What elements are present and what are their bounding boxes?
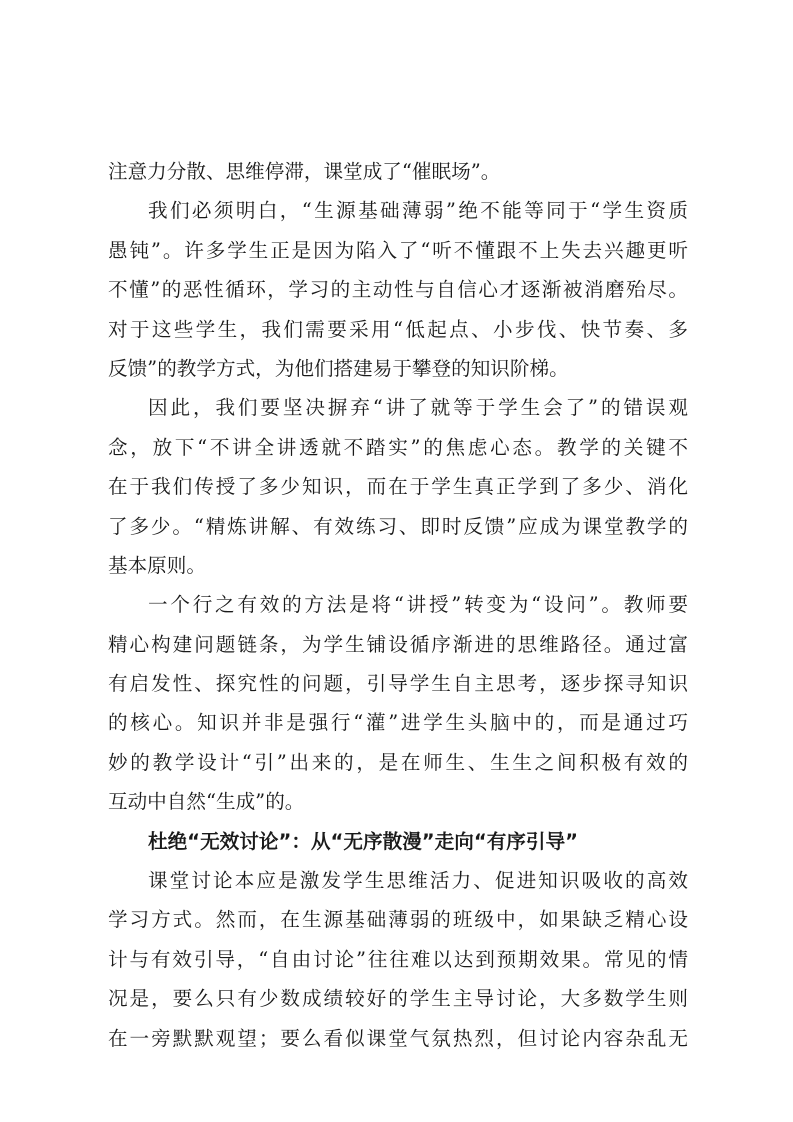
paragraph-line: 对于这些学生，我们需要采用“低起点、小步伐、快节奏、多 [108, 317, 688, 341]
paragraph-line: 基本原则。 [108, 553, 206, 577]
paragraph-line: 精心构建问题链条，为学生铺设循序渐进的思维路径。通过富 [108, 632, 688, 656]
paragraph-line: 学习方式。然而，在生源基础薄弱的班级中，如果缺乏精心设 [108, 908, 688, 932]
document-body [108, 152, 688, 1058]
section-heading: 杜绝“无效讨论”：从“无序散漫”走向“有序引导” [148, 829, 578, 853]
paragraph-line: 了多少。“精炼讲解、有效练习、即时反馈”应成为课堂教学的 [108, 514, 688, 538]
paragraph-line: 一个行之有效的方法是将“讲授”转变为“设问”。教师要 [148, 593, 688, 617]
paragraph-line: 不懂”的恶性循环，学习的主动性与自信心才逐渐被消磨殆尽。 [108, 278, 688, 302]
paragraph-line: 有启发性、探究性的问题，引导学生自主思考，逐步探寻知识 [108, 672, 688, 696]
paragraph-line: 课堂讨论本应是激发学生思维活力、促进知识吸收的高效 [148, 869, 688, 893]
paragraph-line: 在一旁默默观望；要么看似课堂气氛热烈，但讨论内容杂乱无 [108, 1026, 688, 1050]
paragraph-line: 念，放下“不讲全讲透就不踏实”的焦虑心态。教学的关键不 [108, 435, 688, 459]
paragraph-line: 在于我们传授了多少知识，而在于学生真正学到了多少、消化 [108, 475, 688, 499]
paragraph-line: 的核心。知识并非是强行“灌”进学生头脑中的，而是通过巧 [108, 711, 688, 735]
paragraph-line: 互动中自然“生成”的。 [108, 790, 305, 814]
paragraph-line: 注意力分散、思维停滞，课堂成了“催眠场”。 [108, 160, 501, 183]
paragraph-line: 因此，我们要坚决摒弃“讲了就等于学生会了”的错误观 [148, 396, 688, 420]
paragraph-line: 况是，要么只有少数成绩较好的学生主导讨论，大多数学生则 [108, 987, 688, 1011]
paragraph-line: 妙的教学设计“引”出来的，是在师生、生生之间积极有效的 [108, 750, 688, 774]
paragraph-line: 反馈”的教学方式，为他们搭建易于攀登的知识阶梯。 [108, 356, 569, 380]
paragraph-line: 愚钝”。许多学生正是因为陷入了“听不懂跟不上失去兴趣更听 [108, 238, 688, 262]
paragraph-line: 计与有效引导，“自由讨论”往往难以达到预期效果。常见的情 [108, 947, 688, 971]
paragraph-line: 我们必须明白，“生源基础薄弱”绝不能等同于“学生资质 [148, 199, 688, 223]
